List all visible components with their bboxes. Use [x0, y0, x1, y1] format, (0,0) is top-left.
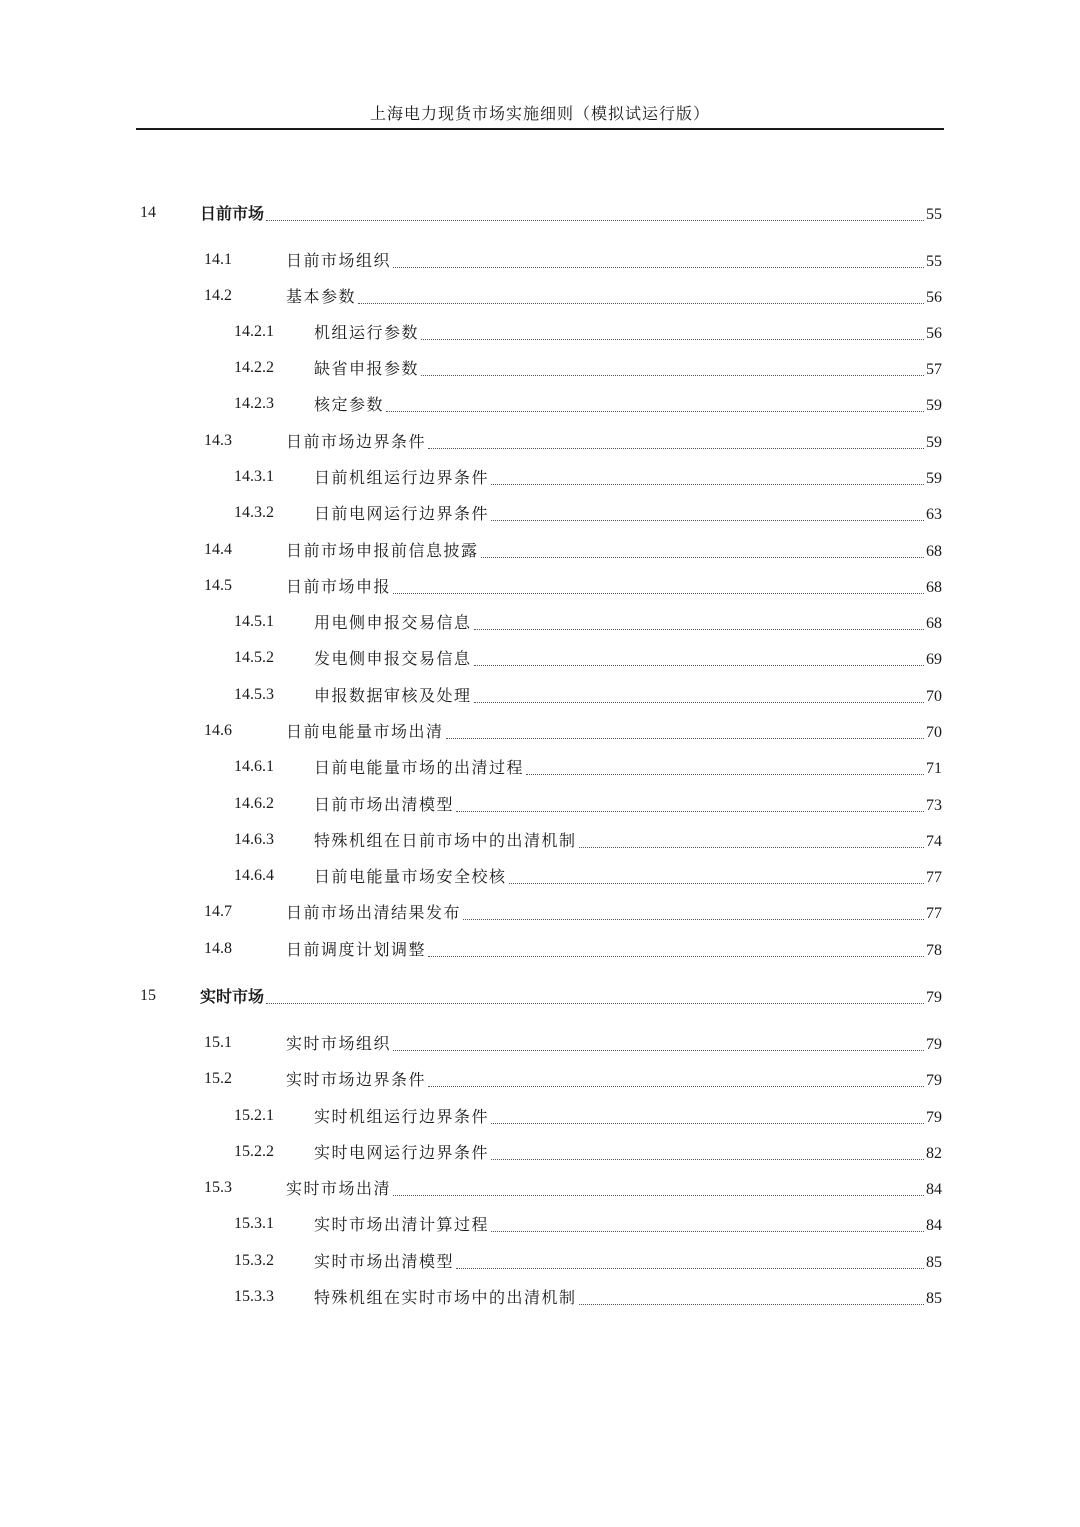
toc-entry-page-number: 78 [926, 942, 942, 959]
toc-dot-leader [474, 665, 924, 666]
toc-dot-leader [579, 847, 924, 848]
page-header-title: 上海电力现货市场实施细则（模拟试运行版） [369, 106, 710, 123]
toc-entry-page-number: 82 [926, 1145, 942, 1162]
toc-entry-page-number: 59 [926, 397, 942, 414]
toc-entry[interactable] [204, 901, 942, 925]
toc-dot-leader [463, 919, 924, 920]
toc-entry-number: 15.1 [204, 1034, 232, 1051]
toc-entry[interactable] [234, 393, 942, 417]
toc-entry-title: 实时市场 [200, 989, 265, 1006]
toc-entry[interactable] [204, 938, 942, 962]
toc-entry-number: 14.6 [204, 722, 232, 739]
toc-dot-leader [474, 702, 924, 703]
toc-entry[interactable] [234, 321, 942, 345]
toc-entry-title: 日前市场申报 [286, 579, 392, 596]
toc-entry[interactable] [234, 1286, 942, 1310]
toc-entry-page-number: 70 [926, 724, 942, 741]
toc-entry-page-number: 63 [926, 506, 942, 523]
toc-entry-page-number: 68 [926, 543, 942, 560]
toc-entry-number: 15.3 [204, 1179, 232, 1196]
toc-entry-page-number: 68 [926, 615, 942, 632]
toc-entry-title: 核定参数 [314, 397, 385, 414]
toc-entry-page-number: 56 [926, 325, 942, 342]
toc-dot-leader [393, 1195, 924, 1196]
toc-entry[interactable] [204, 1032, 942, 1056]
toc-entry-title: 特殊机组在日前市场中的出清机制 [314, 833, 577, 850]
toc-entry-number: 15.2.2 [234, 1143, 274, 1160]
toc-entry-number: 14.3.1 [234, 468, 274, 485]
toc-entry-page-number: 73 [926, 797, 942, 814]
toc-entry-number: 15.2 [204, 1070, 232, 1087]
toc-entry-page-number: 55 [926, 206, 942, 223]
toc-entry[interactable] [234, 502, 942, 526]
toc-entry[interactable] [204, 539, 942, 563]
toc-entry-title: 日前市场申报前信息披露 [286, 543, 479, 560]
toc-dot-leader [481, 557, 924, 558]
toc-entry[interactable] [234, 684, 942, 708]
toc-dot-leader [579, 1304, 924, 1305]
toc-entry[interactable] [204, 575, 942, 599]
toc-entry-number: 14 [140, 204, 156, 221]
toc-entry-number: 14.1 [204, 251, 232, 268]
toc-entry-title: 日前电能量市场安全校核 [314, 869, 507, 886]
toc-dot-leader [456, 1268, 924, 1269]
toc-entry-page-number: 79 [926, 1109, 942, 1126]
toc-entry-number: 14.4 [204, 541, 232, 558]
toc-entry-page-number: 79 [926, 1036, 942, 1053]
toc-entry[interactable] [234, 1250, 942, 1274]
toc-entry-page-number: 59 [926, 470, 942, 487]
toc-entry-number: 14.6.2 [234, 795, 274, 812]
toc-entry-number: 14.8 [204, 940, 232, 957]
toc-dot-leader [456, 811, 924, 812]
toc-entry-number: 14.2 [204, 287, 232, 304]
toc-entry-page-number: 79 [926, 989, 942, 1006]
toc-entry-title: 特殊机组在实时市场中的出清机制 [314, 1290, 577, 1307]
toc-entry-page-number: 71 [926, 760, 942, 777]
toc-dot-leader [446, 738, 924, 739]
toc-entry-number: 15.3.2 [234, 1252, 274, 1269]
toc-entry-title: 实时市场边界条件 [286, 1072, 427, 1089]
toc-entry[interactable] [234, 647, 942, 671]
toc-entry[interactable] [204, 1068, 942, 1092]
toc-dot-leader [428, 448, 924, 449]
toc-entry-page-number: 70 [926, 688, 942, 705]
toc-dot-leader [421, 375, 924, 376]
toc-entry-number: 14.6.1 [234, 758, 274, 775]
toc-entry[interactable] [234, 1105, 942, 1129]
toc-entry-page-number: 79 [926, 1072, 942, 1089]
toc-dot-leader [358, 303, 924, 304]
toc-dot-leader [509, 883, 924, 884]
toc-entry-number: 14.2.3 [234, 395, 274, 412]
toc-entry-number: 14.2.1 [234, 323, 274, 340]
toc-entry-title: 机组运行参数 [314, 325, 420, 342]
toc-entry[interactable] [204, 430, 942, 454]
toc-entry[interactable] [204, 249, 942, 273]
toc-entry-title: 实时机组运行边界条件 [314, 1109, 490, 1126]
toc-dot-leader [386, 411, 924, 412]
toc-entry-title: 日前市场边界条件 [286, 434, 427, 451]
toc-entry[interactable] [234, 357, 942, 381]
toc-dot-leader [266, 1003, 924, 1004]
toc-entry-page-number: 85 [926, 1254, 942, 1271]
toc-entry-page-number: 59 [926, 434, 942, 451]
toc-entry-title: 日前市场组织 [286, 253, 392, 270]
toc-entry[interactable] [140, 985, 942, 1009]
toc-dot-leader [393, 593, 924, 594]
toc-entry[interactable] [234, 865, 942, 889]
toc-entry-page-number: 55 [926, 253, 942, 270]
toc-entry-number: 14.6.3 [234, 831, 274, 848]
toc-entry[interactable] [234, 466, 942, 490]
toc-entry-title: 日前电能量市场出清 [286, 724, 444, 741]
toc-entry[interactable] [234, 793, 942, 817]
toc-entry-page-number: 57 [926, 361, 942, 378]
toc-entry-number: 15.3.3 [234, 1288, 274, 1305]
toc-entry-page-number: 74 [926, 833, 942, 850]
toc-entry[interactable] [140, 202, 942, 226]
toc-entry-number: 14.2.2 [234, 359, 274, 376]
toc-entry-title: 发电侧申报交易信息 [314, 651, 472, 668]
toc-entry-title: 实时电网运行边界条件 [314, 1145, 490, 1162]
toc-entry-title: 日前调度计划调整 [286, 942, 427, 959]
toc-entry-page-number: 77 [926, 905, 942, 922]
toc-entry-title: 实时市场出清模型 [314, 1254, 455, 1271]
toc-entry-title: 日前电网运行边界条件 [314, 506, 490, 523]
toc-entry-title: 申报数据审核及处理 [314, 688, 472, 705]
toc-entry[interactable] [234, 1213, 942, 1237]
toc-entry-title: 日前市场 [200, 206, 265, 223]
toc-entry[interactable] [234, 756, 942, 780]
toc-entry[interactable] [234, 611, 942, 635]
toc-dot-leader [266, 220, 924, 221]
toc-dot-leader [474, 629, 924, 630]
toc-entry-number: 15.3.1 [234, 1215, 274, 1232]
toc-entry-number: 14.5.1 [234, 613, 274, 630]
toc-entry[interactable] [204, 1177, 942, 1201]
toc-entry-title: 日前机组运行边界条件 [314, 470, 490, 487]
toc-entry-page-number: 68 [926, 579, 942, 596]
toc-dot-leader [491, 1123, 924, 1124]
toc-dot-leader [393, 267, 924, 268]
toc-entry-title: 用电侧申报交易信息 [314, 615, 472, 632]
toc-entry-number: 14.3 [204, 432, 232, 449]
toc-dot-leader [491, 484, 924, 485]
toc-entry-title: 实时市场组织 [286, 1036, 392, 1053]
toc-entry-page-number: 84 [926, 1217, 942, 1234]
toc-entry-number: 14.6.4 [234, 867, 274, 884]
toc-entry-title: 日前电能量市场的出清过程 [314, 760, 525, 777]
toc-entry-page-number: 69 [926, 651, 942, 668]
toc-entry-title: 日前市场出清模型 [314, 797, 455, 814]
toc-entry-page-number: 77 [926, 869, 942, 886]
toc-dot-leader [393, 1050, 924, 1051]
toc-entry-number: 14.7 [204, 903, 232, 920]
toc-entry[interactable] [204, 285, 942, 309]
toc-entry[interactable] [234, 1141, 942, 1165]
toc-dot-leader [428, 956, 924, 957]
toc-entry[interactable] [204, 720, 942, 744]
toc-entry-title: 实时市场出清 [286, 1181, 392, 1198]
toc-dot-leader [491, 1231, 924, 1232]
toc-entry-number: 15 [140, 987, 156, 1004]
toc-entry-page-number: 85 [926, 1290, 942, 1307]
toc-entry-number: 15.2.1 [234, 1107, 274, 1124]
toc-dot-leader [526, 774, 924, 775]
toc-entry-title: 日前市场出清结果发布 [286, 905, 462, 922]
toc-entry-number: 14.5 [204, 577, 232, 594]
toc-dot-leader [428, 1086, 924, 1087]
toc-dot-leader [491, 520, 924, 521]
toc-entry-page-number: 84 [926, 1181, 942, 1198]
toc-entry-number: 14.5.3 [234, 686, 274, 703]
toc-entry-title: 实时市场出清计算过程 [314, 1217, 490, 1234]
toc-entry-number: 14.5.2 [234, 649, 274, 666]
toc-entry-page-number: 56 [926, 289, 942, 306]
toc-entry-title: 缺省申报参数 [314, 361, 420, 378]
toc-entry[interactable] [234, 829, 942, 853]
toc-dot-leader [421, 339, 924, 340]
toc-entry-title: 基本参数 [286, 289, 357, 306]
toc-entry-number: 14.3.2 [234, 504, 274, 521]
toc-dot-leader [491, 1159, 924, 1160]
